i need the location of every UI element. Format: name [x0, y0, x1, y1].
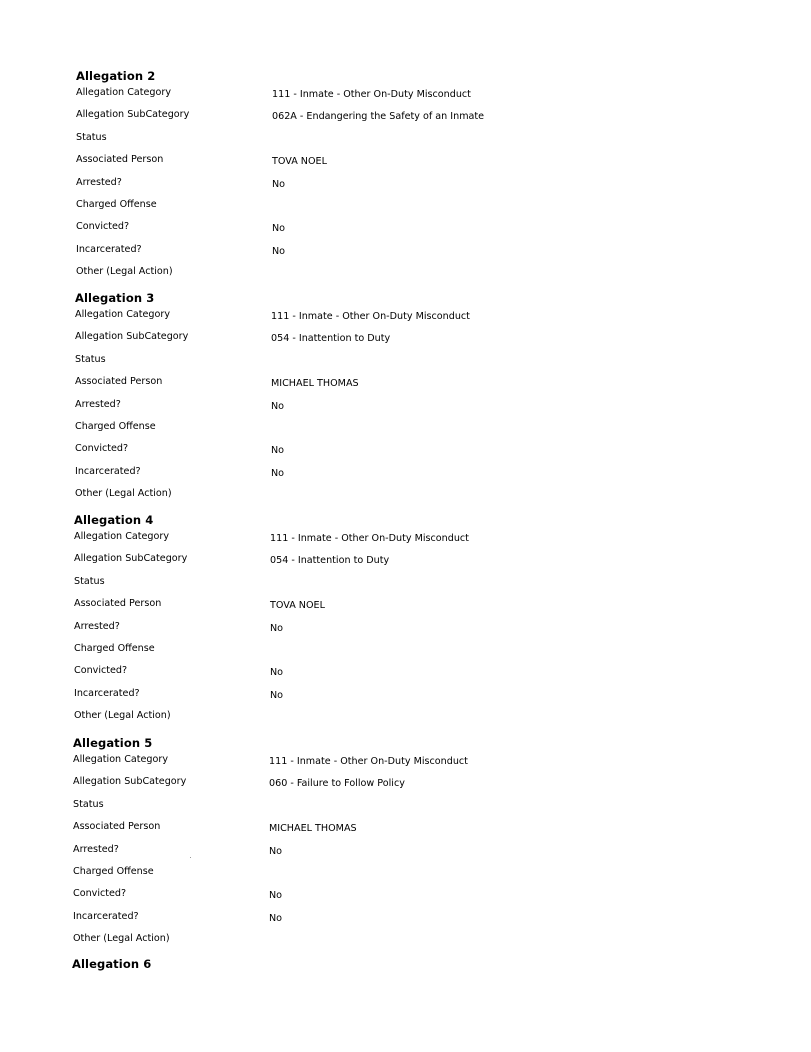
allegation-title: Allegation 5: [73, 736, 153, 750]
field-label: Status: [73, 798, 104, 810]
field-row-arrested: [76, 175, 636, 197]
field-label: Allegation Category: [76, 87, 172, 98]
field-label: Other (Legal Action): [75, 488, 172, 500]
field-row-subcategory: [73, 774, 633, 796]
field-value: 111 - Inmate - Other On-Duty Misconduct: [270, 533, 469, 544]
field-label: Incarcerated?: [76, 243, 142, 255]
field-row-associated-person: [74, 596, 634, 618]
field-value: No: [272, 245, 286, 257]
field-value: No: [269, 912, 283, 924]
allegation-section: [73, 734, 633, 954]
field-label: Status: [76, 131, 107, 143]
field-row-other-legal-action: [75, 486, 635, 508]
field-value: No: [270, 622, 284, 634]
field-value: 062A - Endangering the Safety of an Inmate: [272, 111, 485, 123]
field-row-other-legal-action: [76, 264, 636, 286]
field-row-other-legal-action: [74, 708, 634, 730]
allegation-section: [76, 67, 636, 287]
field-value: No: [272, 223, 286, 235]
field-value: 111 - Inmate - Other On-Duty Misconduct: [269, 756, 468, 767]
field-row-arrested: [75, 397, 635, 419]
field-row-incarcerated: [76, 242, 636, 264]
field-row-convicted: [75, 441, 635, 463]
field-value: No: [270, 689, 284, 701]
field-label: Convicted?: [73, 888, 127, 900]
field-value: MICHAEL THOMAS: [269, 823, 357, 835]
allegation-title: Allegation 6: [72, 957, 152, 971]
field-row-convicted: [76, 219, 636, 241]
field-label: Allegation SubCategory: [75, 331, 189, 343]
field-label: Charged Offense: [76, 198, 157, 210]
allegation-title: Allegation 2: [76, 69, 156, 83]
field-row-convicted: [74, 663, 634, 685]
field-row-associated-person: [73, 819, 633, 841]
field-label: Other (Legal Action): [74, 710, 171, 722]
field-value: TOVA NOEL: [272, 156, 327, 168]
allegation-title: Allegation 4: [74, 513, 154, 527]
field-value: No: [271, 445, 285, 457]
field-row-subcategory: [74, 551, 634, 573]
field-value: 111 - Inmate - Other On-Duty Misconduct: [271, 311, 470, 322]
field-row-incarcerated: [74, 686, 634, 708]
field-value: 054 - Inattention to Duty: [270, 555, 390, 567]
field-label: Status: [75, 353, 106, 365]
field-row-other-legal-action: [73, 931, 633, 953]
field-row-subcategory: [75, 329, 635, 351]
field-row-category: [75, 307, 635, 329]
field-label: Other (Legal Action): [76, 266, 173, 278]
field-label: Convicted?: [75, 443, 129, 455]
field-row-category: [73, 752, 633, 774]
field-row-status: [73, 797, 633, 819]
field-row-arrested: [74, 619, 634, 641]
field-row-status: [75, 352, 635, 374]
field-label: Other (Legal Action): [73, 933, 170, 945]
field-value: No: [269, 845, 283, 857]
field-label: Allegation SubCategory: [74, 553, 188, 565]
field-row-charged-offense: [74, 641, 634, 663]
field-row-arrested: [73, 842, 633, 864]
field-row-status: [74, 574, 634, 596]
field-value: No: [271, 467, 285, 479]
field-value: 060 - Failure to Follow Policy: [269, 778, 405, 790]
field-label: Arrested?: [75, 398, 121, 410]
field-value: No: [269, 890, 283, 902]
field-value: No: [270, 667, 284, 679]
field-label: Allegation SubCategory: [76, 109, 190, 121]
field-label: Incarcerated?: [75, 465, 141, 477]
field-label: Allegation Category: [74, 531, 170, 542]
field-label: Associated Person: [76, 154, 164, 166]
field-label: Convicted?: [76, 221, 130, 233]
field-label: Associated Person: [74, 598, 162, 610]
field-row-associated-person: [76, 152, 636, 174]
allegation-section: [74, 511, 634, 731]
field-label: Associated Person: [75, 376, 163, 388]
field-row-charged-offense: [75, 419, 635, 441]
field-row-charged-offense: [73, 864, 633, 886]
field-value: MICHAEL THOMAS: [271, 378, 359, 390]
field-label: Allegation Category: [73, 754, 169, 765]
field-row-convicted: [73, 886, 633, 908]
field-label: Charged Offense: [75, 420, 156, 432]
field-label: Allegation Category: [75, 309, 171, 320]
field-value: TOVA NOEL: [270, 600, 325, 612]
field-label: Arrested?: [76, 176, 122, 188]
field-label: Convicted?: [74, 665, 128, 677]
field-label: Incarcerated?: [74, 687, 140, 699]
field-row-category: [74, 529, 634, 551]
field-value: 111 - Inmate - Other On-Duty Misconduct: [272, 89, 471, 100]
field-row-charged-offense: [76, 197, 636, 219]
allegation-section: [75, 289, 635, 509]
field-row-incarcerated: [73, 909, 633, 931]
field-row-subcategory: [76, 107, 636, 129]
field-row-status: [76, 130, 636, 152]
allegation-section: [72, 955, 632, 973]
field-label: Arrested?: [74, 620, 120, 632]
field-label: Associated Person: [73, 821, 161, 833]
field-value: No: [272, 178, 286, 190]
field-row-associated-person: [75, 374, 635, 396]
field-label: Charged Offense: [73, 865, 154, 877]
field-value: 054 - Inattention to Duty: [271, 333, 391, 345]
field-label: Status: [74, 575, 105, 587]
field-row-category: [76, 85, 636, 107]
allegation-title: Allegation 3: [75, 291, 155, 305]
field-value: No: [271, 400, 285, 412]
field-row-incarcerated: [75, 464, 635, 486]
field-label: Allegation SubCategory: [73, 776, 187, 788]
field-label: Incarcerated?: [73, 910, 139, 922]
scan-speck: [190, 857, 191, 858]
field-label: Arrested?: [73, 843, 119, 855]
field-label: Charged Offense: [74, 642, 155, 654]
